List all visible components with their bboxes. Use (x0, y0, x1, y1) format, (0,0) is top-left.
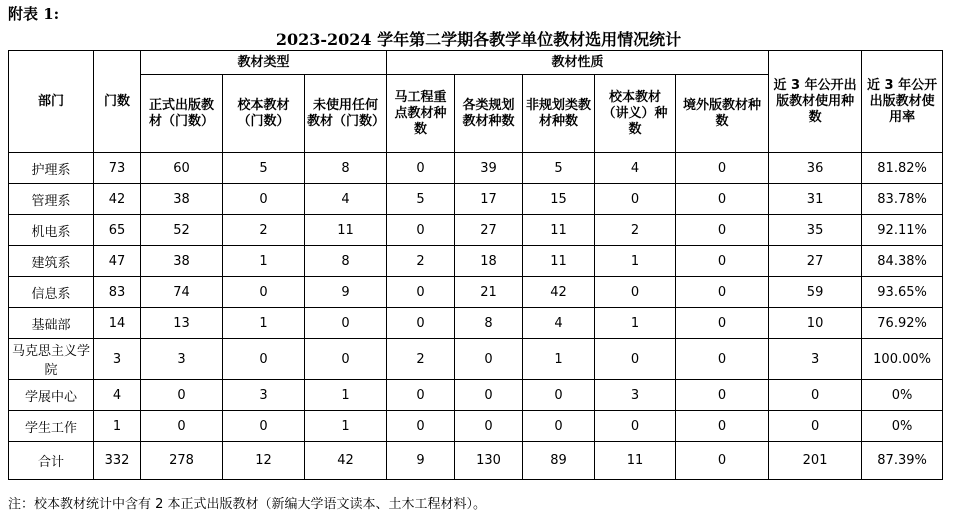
cell-foreign: 0 (676, 246, 769, 277)
cell-nonplanned: 11 (523, 246, 595, 277)
cell-planned: 39 (455, 153, 523, 184)
textbook-stats-table (8, 50, 943, 480)
cell-school: 5 (223, 153, 305, 184)
cell-unused: 42 (305, 442, 387, 480)
header-unused: 未使用任何教材（门数） (305, 75, 387, 153)
cell-nonplanned: 0 (523, 380, 595, 411)
cell-school: 1 (223, 246, 305, 277)
table-row (9, 153, 943, 184)
cell-published: 13 (141, 308, 223, 339)
cell-recent: 59 (769, 277, 862, 308)
cell-marx: 2 (387, 339, 455, 380)
cell-unused: 8 (305, 246, 387, 277)
cell-unused: 1 (305, 380, 387, 411)
cell-school: 12 (223, 442, 305, 480)
cell-school-kind: 0 (595, 277, 676, 308)
cell-rate: 92.11% (862, 215, 943, 246)
cell-nonplanned: 42 (523, 277, 595, 308)
footnote: 注：校本教材统计中含有 2 本正式出版教材（新编大学语文读本、土木工程材料）。 (8, 497, 487, 512)
cell-school: 1 (223, 308, 305, 339)
cell-marx: 9 (387, 442, 455, 480)
header-school-kind: 校本教材（讲义）种数 (595, 75, 676, 153)
cell-marx: 5 (387, 184, 455, 215)
header-marx: 马工程重点教材种数 (387, 75, 455, 153)
cell-nonplanned: 15 (523, 184, 595, 215)
cell-school: 3 (223, 380, 305, 411)
cell-rate: 84.38% (862, 246, 943, 277)
cell-courses: 83 (94, 277, 141, 308)
cell-unused: 4 (305, 184, 387, 215)
cell-courses: 42 (94, 184, 141, 215)
cell-courses: 73 (94, 153, 141, 184)
cell-planned: 21 (455, 277, 523, 308)
cell-unused: 8 (305, 153, 387, 184)
cell-recent: 27 (769, 246, 862, 277)
cell-published: 38 (141, 184, 223, 215)
table-row (9, 380, 943, 411)
table-row-total (9, 442, 943, 480)
cell-school-kind: 11 (595, 442, 676, 480)
cell-recent: 10 (769, 308, 862, 339)
cell-school-kind: 0 (595, 184, 676, 215)
header-published: 正式出版教材（门数） (141, 75, 223, 153)
cell-rate: 87.39% (862, 442, 943, 480)
cell-foreign: 0 (676, 215, 769, 246)
cell-nonplanned: 89 (523, 442, 595, 480)
cell-nonplanned: 4 (523, 308, 595, 339)
cell-unused: 0 (305, 308, 387, 339)
header-courses: 门数 (94, 51, 141, 153)
cell-school-kind: 0 (595, 411, 676, 442)
cell-unused: 1 (305, 411, 387, 442)
header-dept: 部门 (9, 51, 94, 153)
cell-foreign: 0 (676, 308, 769, 339)
cell-dept: 建筑系 (9, 246, 94, 277)
cell-school: 2 (223, 215, 305, 246)
cell-recent: 35 (769, 215, 862, 246)
header-nonplanned: 非规划类教材种数 (523, 75, 595, 153)
cell-planned: 0 (455, 339, 523, 380)
header-recent: 近 3 年公开出版教材使用种数 (769, 51, 862, 153)
cell-published: 0 (141, 380, 223, 411)
cell-rate: 83.78% (862, 184, 943, 215)
cell-marx: 0 (387, 308, 455, 339)
cell-rate: 81.82% (862, 153, 943, 184)
cell-foreign: 0 (676, 339, 769, 380)
cell-school: 0 (223, 411, 305, 442)
cell-published: 52 (141, 215, 223, 246)
cell-unused: 11 (305, 215, 387, 246)
cell-courses: 3 (94, 339, 141, 380)
cell-school-kind: 1 (595, 308, 676, 339)
table-row (9, 184, 943, 215)
cell-dept: 管理系 (9, 184, 94, 215)
cell-school: 0 (223, 184, 305, 215)
cell-courses: 65 (94, 215, 141, 246)
cell-courses: 14 (94, 308, 141, 339)
cell-school-kind: 0 (595, 339, 676, 380)
cell-recent: 0 (769, 380, 862, 411)
cell-planned: 0 (455, 380, 523, 411)
header-group-type: 教材类型 (141, 51, 387, 75)
cell-published: 278 (141, 442, 223, 480)
cell-published: 0 (141, 411, 223, 442)
cell-dept: 学生工作 (9, 411, 94, 442)
table-row (9, 246, 943, 277)
cell-planned: 130 (455, 442, 523, 480)
cell-nonplanned: 1 (523, 339, 595, 380)
cell-planned: 27 (455, 215, 523, 246)
table-row (9, 411, 943, 442)
cell-nonplanned: 11 (523, 215, 595, 246)
cell-unused: 0 (305, 339, 387, 380)
cell-published: 60 (141, 153, 223, 184)
cell-courses: 4 (94, 380, 141, 411)
cell-dept: 基础部 (9, 308, 94, 339)
table-body (9, 153, 943, 480)
table-row (9, 277, 943, 308)
cell-marx: 0 (387, 411, 455, 442)
cell-published: 38 (141, 246, 223, 277)
cell-rate: 93.65% (862, 277, 943, 308)
appendix-label: 附表 1: (8, 5, 60, 23)
table-title: 2023-2024 学年第二学期各教学单位教材选用情况统计 (275, 30, 682, 49)
cell-dept: 机电系 (9, 215, 94, 246)
cell-nonplanned: 0 (523, 411, 595, 442)
header-group-nature: 教材性质 (387, 51, 769, 75)
cell-rate: 0% (862, 411, 943, 442)
cell-rate: 76.92% (862, 308, 943, 339)
cell-marx: 0 (387, 153, 455, 184)
cell-marx: 0 (387, 380, 455, 411)
cell-school-kind: 2 (595, 215, 676, 246)
cell-dept: 学展中心 (9, 380, 94, 411)
cell-rate: 100.00% (862, 339, 943, 380)
cell-planned: 18 (455, 246, 523, 277)
cell-school-kind: 4 (595, 153, 676, 184)
cell-foreign: 0 (676, 277, 769, 308)
cell-dept: 合计 (9, 442, 94, 480)
cell-courses: 332 (94, 442, 141, 480)
cell-recent: 36 (769, 153, 862, 184)
cell-published: 74 (141, 277, 223, 308)
cell-marx: 0 (387, 277, 455, 308)
header-school: 校本教材（门数） (223, 75, 305, 153)
cell-courses: 47 (94, 246, 141, 277)
cell-recent: 3 (769, 339, 862, 380)
cell-unused: 9 (305, 277, 387, 308)
cell-marx: 2 (387, 246, 455, 277)
cell-foreign: 0 (676, 442, 769, 480)
table-row (9, 215, 943, 246)
cell-planned: 0 (455, 411, 523, 442)
cell-marx: 0 (387, 215, 455, 246)
header-rate: 近 3 年公开出版教材使用率 (862, 51, 943, 153)
cell-nonplanned: 5 (523, 153, 595, 184)
cell-recent: 31 (769, 184, 862, 215)
cell-foreign: 0 (676, 153, 769, 184)
cell-planned: 8 (455, 308, 523, 339)
cell-rate: 0% (862, 380, 943, 411)
header-foreign: 境外版教材种数 (676, 75, 769, 153)
cell-courses: 1 (94, 411, 141, 442)
table-row (9, 339, 943, 380)
cell-published: 3 (141, 339, 223, 380)
cell-dept: 马克思主义学院 (9, 339, 94, 380)
cell-dept: 护理系 (9, 153, 94, 184)
cell-foreign: 0 (676, 411, 769, 442)
cell-foreign: 0 (676, 380, 769, 411)
cell-foreign: 0 (676, 184, 769, 215)
cell-school: 0 (223, 339, 305, 380)
table-row (9, 308, 943, 339)
cell-recent: 0 (769, 411, 862, 442)
cell-dept: 信息系 (9, 277, 94, 308)
cell-planned: 17 (455, 184, 523, 215)
cell-school-kind: 3 (595, 380, 676, 411)
cell-recent: 201 (769, 442, 862, 480)
cell-school: 0 (223, 277, 305, 308)
header-planned: 各类规划教材种数 (455, 75, 523, 153)
cell-school-kind: 1 (595, 246, 676, 277)
